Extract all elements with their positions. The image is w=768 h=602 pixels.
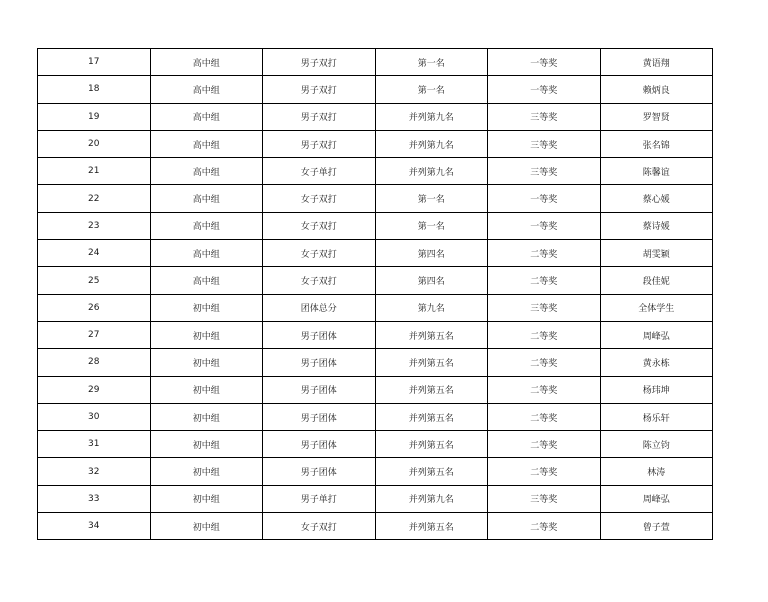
- cell-event: 男子双打: [263, 130, 376, 157]
- cell-rank: 并列第五名: [375, 376, 488, 403]
- cell-award: 三等奖: [488, 485, 601, 512]
- table-row: [38, 130, 713, 157]
- cell-group: 高中组: [150, 185, 263, 212]
- cell-event: 男子双打: [263, 76, 376, 103]
- cell-rank: 第一名: [375, 76, 488, 103]
- cell-group: 高中组: [150, 130, 263, 157]
- cell-rank: 并列第九名: [375, 130, 488, 157]
- table-row: [38, 240, 713, 267]
- cell-group: 初中组: [150, 321, 263, 348]
- cell-award: 三等奖: [488, 103, 601, 130]
- cell-index: 21: [38, 158, 151, 185]
- cell-rank: 并列第九名: [375, 103, 488, 130]
- table-row: [38, 212, 713, 239]
- cell-name: 黄永栋: [600, 349, 713, 376]
- award-table-body: [38, 49, 713, 540]
- table-row: [38, 321, 713, 348]
- cell-event: 女子单打: [263, 158, 376, 185]
- cell-award: 二等奖: [488, 431, 601, 458]
- cell-rank: 第一名: [375, 212, 488, 239]
- cell-award: 二等奖: [488, 376, 601, 403]
- cell-rank: 并列第五名: [375, 403, 488, 430]
- cell-award: 一等奖: [488, 76, 601, 103]
- cell-name: 周峰弘: [600, 485, 713, 512]
- table-row: [38, 76, 713, 103]
- cell-event: 团体总分: [263, 294, 376, 321]
- table-row: [38, 49, 713, 76]
- table-row: [38, 403, 713, 430]
- cell-rank: 并列第五名: [375, 321, 488, 348]
- cell-award: 二等奖: [488, 403, 601, 430]
- cell-award: 二等奖: [488, 267, 601, 294]
- cell-index: 26: [38, 294, 151, 321]
- cell-group: 高中组: [150, 103, 263, 130]
- cell-name: 曾子萱: [600, 513, 713, 540]
- cell-name: 蔡心媛: [600, 185, 713, 212]
- cell-index: 25: [38, 267, 151, 294]
- cell-name: 陈立钧: [600, 431, 713, 458]
- cell-name: 黄语翔: [600, 49, 713, 76]
- cell-index: 31: [38, 431, 151, 458]
- table-row: [38, 103, 713, 130]
- cell-rank: 第四名: [375, 267, 488, 294]
- cell-event: 男子团体: [263, 458, 376, 485]
- award-table: [37, 48, 713, 540]
- cell-name: 罗智贤: [600, 103, 713, 130]
- cell-group: 初中组: [150, 458, 263, 485]
- cell-event: 男子团体: [263, 403, 376, 430]
- cell-rank: 并列第九名: [375, 158, 488, 185]
- table-row: [38, 294, 713, 321]
- cell-event: 男子团体: [263, 349, 376, 376]
- cell-index: 34: [38, 513, 151, 540]
- cell-group: 高中组: [150, 267, 263, 294]
- cell-award: 一等奖: [488, 185, 601, 212]
- cell-index: 30: [38, 403, 151, 430]
- cell-group: 初中组: [150, 294, 263, 321]
- cell-rank: 并列第九名: [375, 485, 488, 512]
- table-row: [38, 485, 713, 512]
- cell-group: 初中组: [150, 376, 263, 403]
- cell-index: 29: [38, 376, 151, 403]
- cell-rank: 并列第五名: [375, 513, 488, 540]
- cell-name: 杨乐轩: [600, 403, 713, 430]
- cell-group: 初中组: [150, 485, 263, 512]
- cell-event: 男子团体: [263, 321, 376, 348]
- cell-award: 三等奖: [488, 130, 601, 157]
- cell-award: 二等奖: [488, 458, 601, 485]
- cell-event: 女子双打: [263, 212, 376, 239]
- cell-event: 男子团体: [263, 431, 376, 458]
- table-row: [38, 267, 713, 294]
- cell-group: 高中组: [150, 158, 263, 185]
- cell-group: 初中组: [150, 403, 263, 430]
- cell-name: 蔡诗媛: [600, 212, 713, 239]
- cell-name: 全体学生: [600, 294, 713, 321]
- cell-award: 二等奖: [488, 349, 601, 376]
- cell-index: 19: [38, 103, 151, 130]
- cell-award: 二等奖: [488, 240, 601, 267]
- cell-name: 张名锦: [600, 130, 713, 157]
- cell-rank: 并列第五名: [375, 458, 488, 485]
- cell-name: 杨玮坤: [600, 376, 713, 403]
- cell-rank: 第一名: [375, 49, 488, 76]
- cell-award: 二等奖: [488, 321, 601, 348]
- cell-event: 女子双打: [263, 185, 376, 212]
- cell-award: 一等奖: [488, 212, 601, 239]
- cell-event: 男子双打: [263, 103, 376, 130]
- cell-rank: 第四名: [375, 240, 488, 267]
- table-row: [38, 185, 713, 212]
- cell-award: 三等奖: [488, 158, 601, 185]
- cell-event: 男子团体: [263, 376, 376, 403]
- cell-index: 27: [38, 321, 151, 348]
- cell-group: 高中组: [150, 49, 263, 76]
- table-row: [38, 376, 713, 403]
- table-row: [38, 513, 713, 540]
- table-row: [38, 158, 713, 185]
- cell-event: 男子单打: [263, 485, 376, 512]
- cell-index: 28: [38, 349, 151, 376]
- cell-index: 24: [38, 240, 151, 267]
- cell-index: 22: [38, 185, 151, 212]
- cell-award: 一等奖: [488, 49, 601, 76]
- cell-event: 女子双打: [263, 513, 376, 540]
- cell-name: 陈馨谊: [600, 158, 713, 185]
- cell-group: 初中组: [150, 513, 263, 540]
- cell-index: 33: [38, 485, 151, 512]
- cell-group: 初中组: [150, 349, 263, 376]
- cell-name: 段佳妮: [600, 267, 713, 294]
- cell-event: 女子双打: [263, 267, 376, 294]
- cell-event: 女子双打: [263, 240, 376, 267]
- cell-rank: 并列第五名: [375, 349, 488, 376]
- cell-name: 赖炳良: [600, 76, 713, 103]
- cell-group: 高中组: [150, 212, 263, 239]
- cell-rank: 并列第五名: [375, 431, 488, 458]
- cell-award: 三等奖: [488, 294, 601, 321]
- cell-award: 二等奖: [488, 513, 601, 540]
- cell-group: 初中组: [150, 431, 263, 458]
- cell-rank: 第九名: [375, 294, 488, 321]
- cell-index: 18: [38, 76, 151, 103]
- cell-index: 32: [38, 458, 151, 485]
- cell-name: 胡雯颖: [600, 240, 713, 267]
- cell-event: 男子双打: [263, 49, 376, 76]
- cell-index: 23: [38, 212, 151, 239]
- cell-name: 林涛: [600, 458, 713, 485]
- cell-group: 高中组: [150, 76, 263, 103]
- table-row: [38, 458, 713, 485]
- cell-name: 周峰弘: [600, 321, 713, 348]
- cell-index: 17: [38, 49, 151, 76]
- cell-rank: 第一名: [375, 185, 488, 212]
- cell-index: 20: [38, 130, 151, 157]
- cell-group: 高中组: [150, 240, 263, 267]
- table-row: [38, 431, 713, 458]
- table-row: [38, 349, 713, 376]
